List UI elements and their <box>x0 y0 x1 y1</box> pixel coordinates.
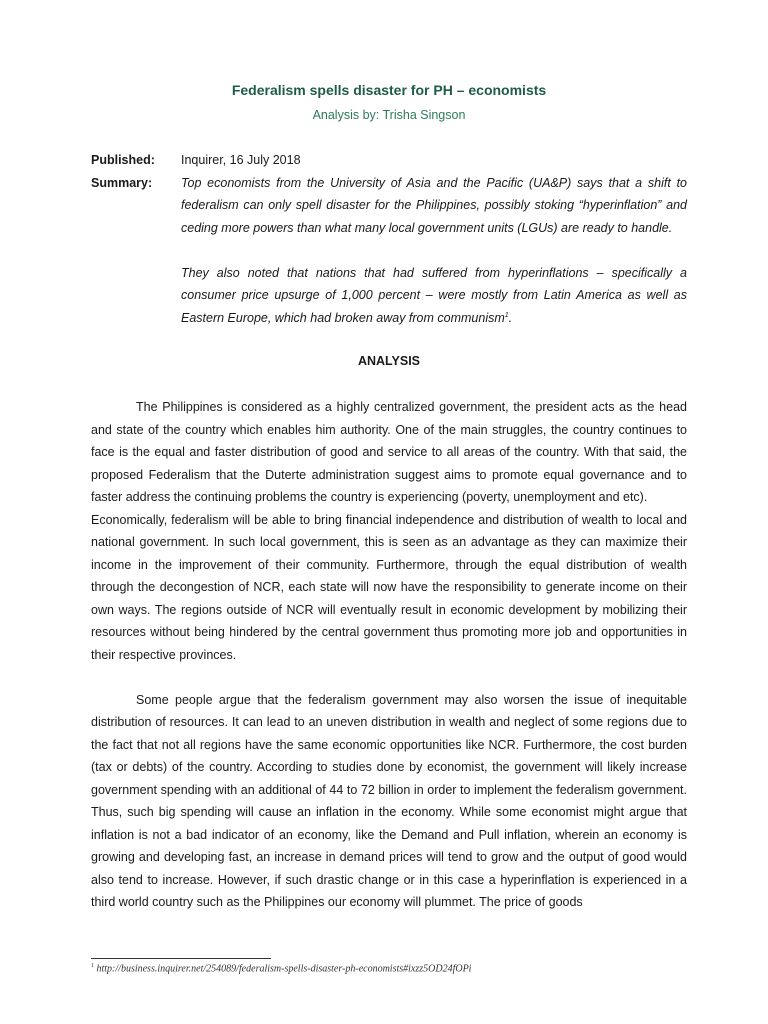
summary-paragraph-2-text: They also noted that nations that had suffered from hyperinflations – specifically a consumer price upsurge of 1,000 percent – were mostly from Latin America as well as Eastern Europe, which had broken away from communism <box>181 265 687 325</box>
footnote-divider <box>91 958 271 959</box>
meta-block <box>91 149 687 329</box>
paragraph-spacer <box>91 666 687 689</box>
footnote-reference[interactable]: 1 <box>504 311 509 319</box>
footnote-mark: 1 <box>91 963 94 969</box>
summary-paragraph-2 <box>181 262 687 330</box>
published-row <box>91 149 687 172</box>
document-title: Federalism spells disaster for PH – economists <box>231 82 547 98</box>
summary-body <box>181 172 687 330</box>
summary-label: Summary: <box>91 175 153 190</box>
footnote-link[interactable]: http://business.inquirer.net/254089/federalism-spells-disaster-ph-economists#ixzz5OD24fOPi <box>96 963 472 975</box>
footnote <box>91 963 471 974</box>
published-label: Published: <box>91 153 155 167</box>
analysis-heading: ANALYSIS <box>357 354 421 368</box>
summary-paragraph-1: Top economists from the University of Asia and the Pacific (UA&P) says that a shift to federalism can only spell disaster for the Philippines, possibly stoking “hyperinflation” and ceding more powers than what many local government units (LGUs) are ready to handle. <box>181 175 687 235</box>
summary-paragraph-2-end: . <box>508 310 513 325</box>
byline: Analysis by: Trisha Singson <box>312 108 466 122</box>
analysis-paragraph-2: Economically, federalism will be able to bring financial independence and distribution of wealth to local and national government. In such local government, this is seen as an advantage as they can maximize their income in the improvement of their community. Furthermore, through the equal distribution of wealth through the decongestion of NCR, each state will now have the responsibility to generate income on their own ways. The regions outside of NCR will eventually result in economic development by mobilizing their resources without being hindered by the central government thus promoting more job and opportunities in their respective provinces. <box>91 512 687 662</box>
summary-row <box>91 172 687 330</box>
published-value: Inquirer, 16 July 2018 <box>181 153 301 167</box>
analysis-body <box>91 396 687 914</box>
analysis-paragraph-3: Some people argue that the federalism government may also worsen the issue of inequitable distribution of resources. It can lead to an uneven distribution in wealth and neglect of some regions due to the fact that not all regions have the same economic opportunities like NCR. Furthermore, the cost burden (tax or debts) of the country. According to studies done by economist, the government will likely increase government spending with an additional of 44 to 72 billion in order to implement the federalism government. Thus, such big spending will cause an inflation in the economy. While some economist might argue that inflation is not a bad indicator of an economy, like the Demand and Pull inflation, wherein an economy is growing and developing fast, an increase in demand prices will tend to grow and the output of good would also tend to increase. However, if such drastic change or in this case a hyperinflation is experienced in a third world country such as the Philippines our economy will plummet. The price of goods <box>91 692 687 909</box>
analysis-paragraph-1: The Philippines is considered as a highly centralized government, the president acts as the head and state of the country which enables him authority. One of the main struggles, the country continues to face is the equal and faster distribution of good and service to all areas of the country. With that said, the proposed Federalism that the Duterte administration suggest aims to promote equal governance and to faster address the continuing problems the country is experiencing (poverty, unemployment and etc). <box>91 400 687 504</box>
